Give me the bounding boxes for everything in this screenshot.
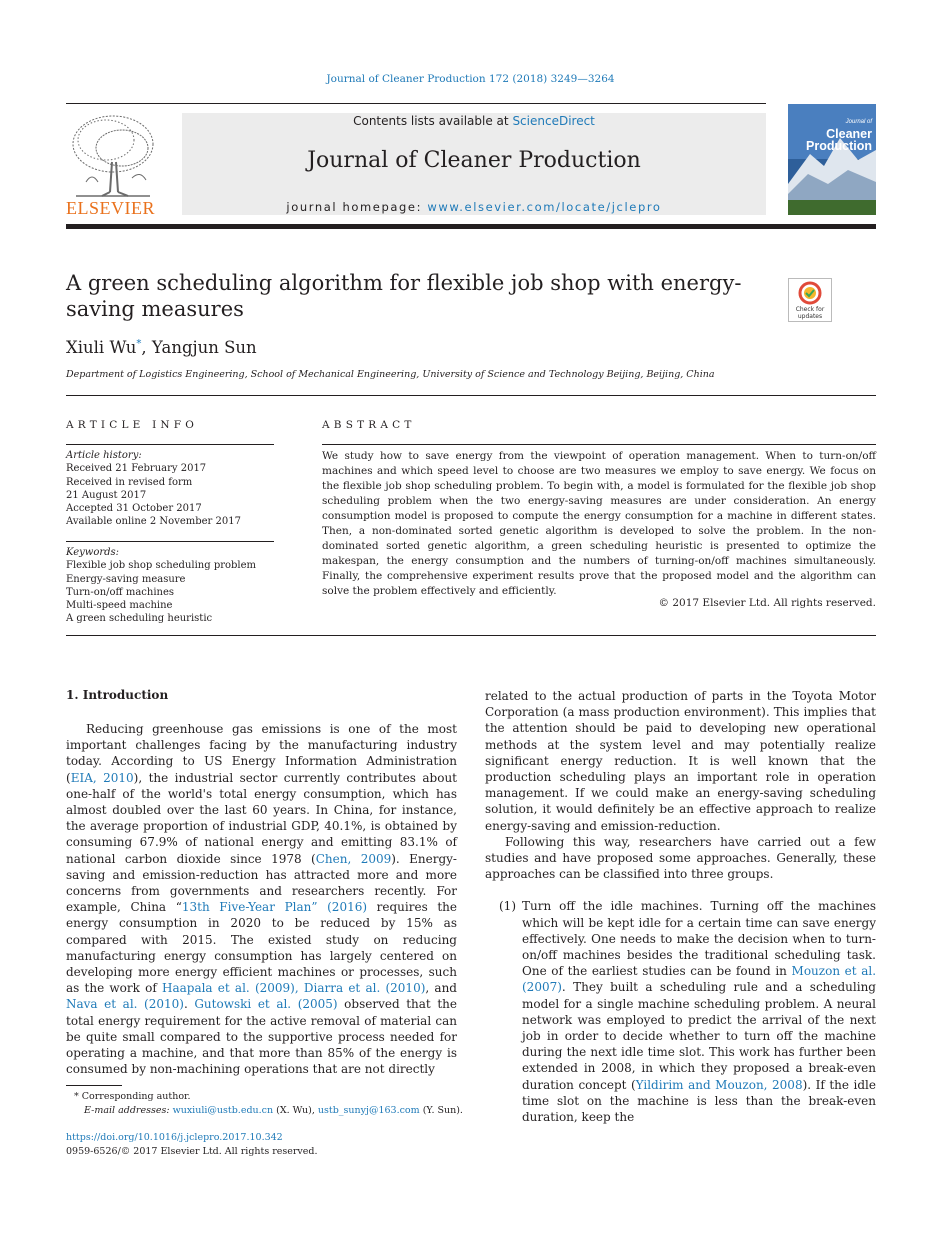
text-run: requires the energy consumption in 2020 to be reduced by 15% as compared with 2015. The existed study on reducing manufacturing energy consumption has largely centered on developing more energy efficient machines or processes, such as the work of (66, 900, 458, 996)
affiliation: Department of Logistics Engineering, School of Mechanical Engineering, University of Science and Technology Beijing, Beijing, China (66, 369, 715, 380)
intro-paragraph-2: related to the actual production of parts in the Toyota Motor Corporation (a mass production environment). This implies that the attention should be paid to developing new operational methods at the system level and may potentially realize significant energy reduction. It is well known that the production scheduling plays an important role in operation management. If we could make an energy-saving scheduling solution, it would definitely be an effective approach to realize energy-saving and emission-reduction. (485, 689, 876, 833)
abstract-bottom-rule (66, 635, 876, 636)
section-heading-introduction: 1. Introduction (66, 688, 169, 702)
article-history (66, 449, 276, 529)
email-owner-1: (X. Wu), (273, 1104, 318, 1116)
email-line (74, 1104, 463, 1118)
history-item: Received 21 February 2017 (66, 463, 207, 475)
citation-yildirim-mouzon-2008[interactable]: Yildirim and Mouzon, 2008 (635, 1077, 803, 1092)
abstract-heading: ABSTRACT (322, 419, 416, 431)
info-top-rule (66, 395, 876, 396)
authors (66, 338, 257, 357)
abstract-rule (322, 444, 876, 445)
citation-haapala-diarra[interactable]: Haapala et al. (2009), Diarra et al. (2010) (161, 981, 426, 996)
text-run: ). If the idle time slot on the machine is less than the break-even duration, keep the (522, 1077, 876, 1125)
journal-cover[interactable] (788, 104, 876, 215)
top-rule (66, 103, 766, 104)
keyword-item: Turn-on/off machines (66, 586, 175, 598)
text-run: , and (425, 981, 457, 996)
citation-gutowski-2005[interactable]: Gutowski et al. (2005) (194, 997, 338, 1012)
text-run: observed that the total energy requirement for the active removal of material can be quite small compared to the supportive process needed for operating a machine, and that more than 85% of the energy is consumed by non-machining operations that are not directly (66, 997, 457, 1077)
contents-prefix: Contents lists available at (353, 114, 513, 128)
check-updates-icon (789, 279, 831, 309)
check-updates-label: Check for updates (795, 306, 825, 320)
history-item: 21 August 2017 (66, 489, 147, 501)
email-link-1[interactable]: wuxiuli@ustb.edu.cn (172, 1104, 274, 1116)
check-for-updates-badge[interactable] (788, 278, 832, 322)
cover-title (806, 116, 872, 152)
keyword-item: Energy-saving measure (66, 573, 186, 585)
corresponding-author-note (74, 1090, 463, 1104)
footnote-rule (66, 1085, 122, 1086)
history-item: Accepted 31 October 2017 (66, 503, 202, 515)
issn-line: 0959-6526/© 2017 Elsevier Ltd. All rights reserved. (66, 1145, 318, 1157)
keyword-item: A green scheduling heuristic (66, 613, 213, 625)
text-run: . (183, 997, 195, 1012)
email-label: E-mail addresses: (84, 1104, 173, 1116)
footnote-text: Corresponding author. (78, 1091, 191, 1102)
running-head[interactable]: Journal of Cleaner Production 172 (2018) 3249—3264 (326, 73, 615, 85)
cover-line2: Production (806, 139, 872, 153)
article-info-heading: ARTICLE INFO (66, 419, 199, 431)
citation-eia-2010[interactable]: EIA, 2010 (70, 770, 134, 785)
text-run: Reducing greenhouse gas emissions is one of the most important challenges facing by the manufacturing industry today. According to US Energy Information Administration ( (66, 722, 457, 785)
abstract-text: We study how to save energy from the viewpoint of operation management. When to turn-on/off machines and which speed level to choose are two measures we employ to save energy. We focus on the flexible job shop scheduling problem. To begin with, a model is formulated for the flexible job shop scheduling problem when the two energy-saving measures are under consideration. An energy consumption model is proposed to compute the energy consumption for a machine in different states. Then, a non-dominated sorted genetic algorithm is developed to solve the problem. In the non-dominated sorted genetic algorithm, a green scheduling heuristic is presented to optimize the makespan, the energy consumption and the numbers of turning-on/off machines simultaneously. Finally, the comprehensive experiment results prove that the proposed model and the algorithm can solve the problem effectively and efficiently. (322, 450, 876, 597)
cover-line1: Cleaner (826, 127, 872, 141)
text-run: ), the industrial sector currently contributes about one-half of the world's total energy consumption, which has almost doubled over the last 60 years. In China, for instance, the average proportion of industrial GDP, 40.1%, is obtained by consuming 67.9% of national energy and emitting 83.1% of national carbon dioxide since 1978 ( (66, 770, 457, 866)
history-item: Received in revised form (66, 476, 193, 488)
keywords-label: Keywords: (66, 547, 120, 558)
history-label: Article history: (66, 450, 142, 461)
list-item-1 (485, 898, 876, 1125)
contents-line (182, 114, 766, 128)
cover-sup: Journal of (845, 119, 872, 125)
doi-link[interactable]: https://doi.org/10.1016/j.jclepro.2017.10.342 (66, 1132, 283, 1143)
header-thick-rule (66, 224, 876, 229)
article-info-rule (66, 444, 274, 445)
footnote-mark: * (74, 1091, 79, 1102)
email-owner-2: (Y. Sun). (419, 1104, 463, 1116)
keywords (66, 546, 276, 626)
keyword-item: Flexible job shop scheduling problem (66, 560, 257, 572)
doi-block (66, 1131, 318, 1158)
history-item: Available online 2 November 2017 (66, 516, 241, 528)
email-link-2[interactable]: ustb_sunyj@163.com (317, 1104, 420, 1116)
author-2[interactable]: Yangjun Sun (151, 338, 257, 357)
homepage-link[interactable]: www.elsevier.com/locate/jclepro (427, 200, 662, 214)
abstract-copyright: © 2017 Elsevier Ltd. All rights reserved. (658, 597, 876, 609)
footnote (74, 1090, 463, 1117)
corresponding-mark[interactable]: * (136, 338, 142, 350)
body-column-left (66, 721, 457, 1077)
author-1[interactable]: Xiuli Wu (66, 338, 137, 357)
citation-five-year-plan[interactable]: 13th Five-Year Plan” (2016) (181, 900, 368, 915)
keyword-item: Multi-speed machine (66, 600, 173, 612)
author-separator: , (141, 338, 152, 357)
sciencedirect-link[interactable]: ScienceDirect (512, 114, 595, 128)
journal-title: Journal of Cleaner Production (307, 148, 641, 173)
text-run: Turn off the idle machines. Turning off the machines which will be kept idle for a certain time can save energy effectively. One needs to make the decision when to turn-on/off machines besides the traditional scheduling task. One of the earliest studies can be found in (522, 899, 876, 979)
text-run: . They built a scheduling rule and a scheduling model for a single machine scheduling problem. A neural network was employed to predict the arrival of the next job in order to decide whether to turn off the machine during the next idle time slot. This work has further been extended in 2008, in which they proposed a break-even duration concept ( (522, 980, 876, 1092)
intro-paragraph-3: Following this way, researchers have carried out a few studies and have proposed some approaches. Generally, these approaches can be classified into three groups. (485, 834, 876, 882)
citation-mouzon-2007[interactable]: Mouzon et al. (2007) (522, 964, 877, 995)
journal-homepage (182, 200, 766, 214)
publisher-name: ELSEVIER (66, 198, 155, 218)
homepage-prefix: journal homepage: (286, 200, 428, 214)
intro-paragraph-1 (66, 721, 457, 1077)
body-column-right (485, 688, 876, 1125)
citation-chen-2009[interactable]: Chen, 2009 (315, 851, 392, 866)
citation-nava-2010[interactable]: Nava et al. (2010) (66, 997, 184, 1012)
article-title: A green scheduling algorithm for flexible job shop with energy-saving measures (66, 271, 742, 321)
text-run: ). Energy-saving and emission-reduction has attracted more and more concerns from governments and researchers recently. For example, China “ (66, 851, 457, 915)
keywords-rule (66, 541, 274, 542)
list-number: (1) (499, 899, 516, 914)
